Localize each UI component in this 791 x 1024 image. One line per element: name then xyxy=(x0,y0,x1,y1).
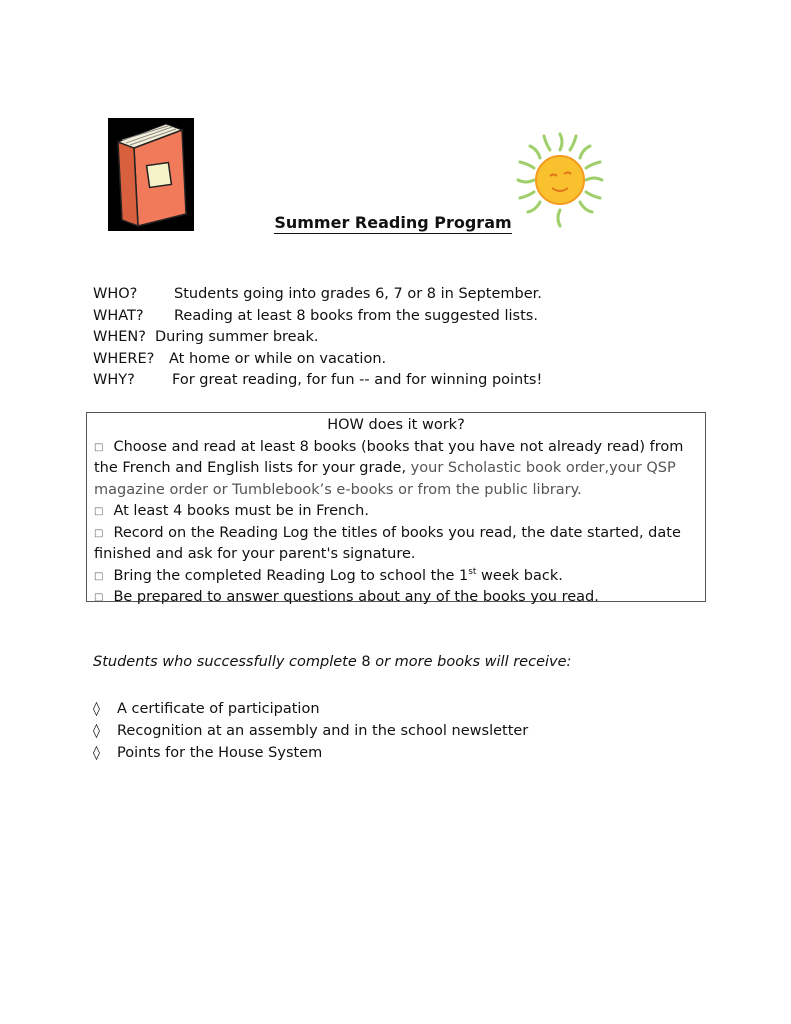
checkbox-icon: □ xyxy=(94,592,104,603)
list-item: ◊ Points for the House System xyxy=(93,742,528,764)
list-item: ◊ Recognition at an assembly and in the school newsletter xyxy=(93,720,528,742)
sun-icon xyxy=(512,128,608,232)
diamond-icon: ◊ xyxy=(93,701,100,717)
qa-when: WHEN? During summer break. xyxy=(93,329,319,345)
checkbox-icon: □ xyxy=(94,570,104,582)
how-heading: HOW does it work? xyxy=(327,417,465,433)
qa-who: WHO? Students going into grades 6, 7 or 8 in September. xyxy=(93,286,542,302)
how-item-1: □ Choose and read at least 8 books (books that you have not already read) from the French and English lists for your grade, your Scholastic book order,your QSP magazine order or Tumblebook’s e-books or from the public library. xyxy=(94,438,684,498)
page-title: Summer Reading Program xyxy=(274,213,512,232)
how-it-works-box xyxy=(86,412,706,605)
qa-where: WHERE? At home or while on vacation. xyxy=(93,350,387,367)
how-item-5: □ Be prepared to answer questions about any of the books you read. xyxy=(94,589,599,605)
checkbox-icon: □ xyxy=(94,441,104,453)
book-icon xyxy=(108,118,194,231)
qa-list xyxy=(93,284,542,392)
diamond-icon: ◊ xyxy=(93,745,100,761)
how-item-2: □ At least 4 books must be in French. xyxy=(94,503,369,519)
qa-why: WHY? For great reading, for fun -- and for winning points! xyxy=(93,372,543,388)
list-item: ◊ A certificate of participation xyxy=(93,698,528,720)
diamond-icon: ◊ xyxy=(93,723,100,739)
checkbox-icon: □ xyxy=(94,527,104,539)
how-item-3: □ Record on the Reading Log the titles of books you read, the date started, date finished and ask for your parent's signature. xyxy=(94,524,681,562)
rewards-intro: Students who successfully complete 8 or more books will receive: xyxy=(93,654,572,670)
qa-what: WHAT? Reading at least 8 books from the suggested lists. xyxy=(93,307,538,324)
checkbox-icon: □ xyxy=(94,506,104,517)
rewards-list xyxy=(93,698,528,764)
how-item-4: □ Bring the completed Reading Log to school the 1st week back. xyxy=(94,566,563,584)
